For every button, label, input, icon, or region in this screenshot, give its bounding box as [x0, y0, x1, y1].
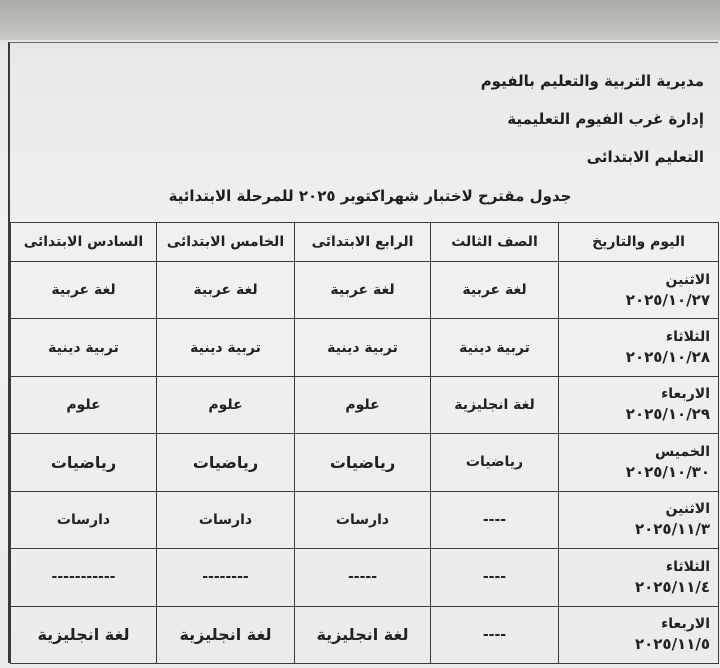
header-grade-3: الصف الثالث — [431, 223, 559, 262]
subject-cell: دارسات — [11, 491, 157, 548]
subject-cell: لغة عربية — [295, 262, 431, 319]
subject-cell: رياضيات — [431, 434, 559, 491]
subject-cell: تربية دينية — [431, 319, 559, 376]
table-row — [11, 491, 719, 548]
day-date: ٢٠٢٥/١١/٣ — [634, 520, 710, 539]
table-row — [11, 262, 719, 319]
subject-cell: تربية دينية — [295, 319, 431, 376]
subject-cell: تربية دينية — [11, 319, 157, 376]
table-header-row — [11, 223, 719, 262]
subject-cell: ---- — [431, 549, 559, 606]
subject-cell: لغة انجليزية — [11, 606, 157, 663]
table-row — [11, 319, 719, 376]
administration-line: إدارة غرب الفيوم التعليمية — [507, 110, 704, 128]
letterhead — [481, 74, 704, 188]
table-row — [11, 549, 719, 606]
stage-line: التعليم الابتدائى — [586, 148, 704, 166]
day-date: ٢٠٢٥/١١/٤ — [634, 577, 710, 596]
day-name: الثلاثاء — [665, 329, 710, 346]
directorate-line: مديرية التربية والتعليم بالفيوم — [480, 72, 704, 90]
subject-cell: -------- — [157, 549, 295, 606]
subject-cell: علوم — [157, 376, 295, 433]
day-cell — [559, 606, 719, 663]
day-date: ٢٠٢٥/١٠/٢٨ — [625, 347, 710, 366]
subject-cell: تربية دينية — [157, 319, 295, 376]
subject-cell: ---- — [431, 491, 559, 548]
day-cell — [559, 549, 719, 606]
day-cell — [559, 376, 719, 433]
subject-cell: لغة عربية — [157, 262, 295, 319]
day-name: الاثنين — [665, 271, 710, 288]
subject-cell: لغة انجليزية — [295, 606, 431, 663]
day-name: الخميس — [654, 443, 710, 460]
photo-top-band — [0, 0, 720, 40]
table-row — [11, 434, 719, 491]
header-day-date: اليوم والتاريخ — [559, 223, 719, 262]
day-date: ٢٠٢٥/١٠/٣٠ — [625, 462, 710, 481]
subject-cell: لغة انجليزية — [431, 376, 559, 433]
day-cell — [559, 491, 719, 548]
subject-cell: لغة عربية — [11, 262, 157, 319]
subject-cell: دارسات — [157, 491, 295, 548]
day-cell — [559, 262, 719, 319]
day-name: الاثنين — [665, 501, 710, 518]
day-name: الاربعاء — [661, 616, 710, 633]
exam-schedule-table — [10, 222, 719, 664]
day-name: الاربعاء — [661, 386, 710, 403]
header-grade-5: الخامس الابتدائى — [157, 223, 295, 262]
subject-cell: ---- — [431, 606, 559, 663]
day-date: ٢٠٢٥/١١/٥ — [634, 635, 710, 654]
day-cell — [559, 434, 719, 491]
header-grade-4: الرابع الابتدائى — [295, 223, 431, 262]
day-cell — [559, 319, 719, 376]
table-row — [11, 606, 719, 663]
subject-cell: ----------- — [11, 549, 157, 606]
day-name: الثلاثاء — [665, 558, 710, 575]
page-title: جدول مقترح لاختبار شهراكتوبر ٢٠٢٥ للمرحلة الابتدائية — [168, 187, 572, 205]
subject-cell: علوم — [295, 376, 431, 433]
subject-cell: رياضيات — [295, 434, 431, 491]
subject-cell: دارسات — [295, 491, 431, 548]
subject-cell: لغة انجليزية — [157, 606, 295, 663]
subject-cell: ----- — [295, 549, 431, 606]
subject-cell: لغة عربية — [431, 262, 559, 319]
day-date: ٢٠٢٥/١٠/٢٧ — [625, 290, 710, 309]
table-row — [11, 376, 719, 433]
day-date: ٢٠٢٥/١٠/٢٩ — [625, 405, 710, 424]
subject-cell: رياضيات — [11, 434, 157, 491]
subject-cell: علوم — [11, 376, 157, 433]
header-grade-6: السادس الابتدائى — [11, 223, 157, 262]
subject-cell: رياضيات — [157, 434, 295, 491]
